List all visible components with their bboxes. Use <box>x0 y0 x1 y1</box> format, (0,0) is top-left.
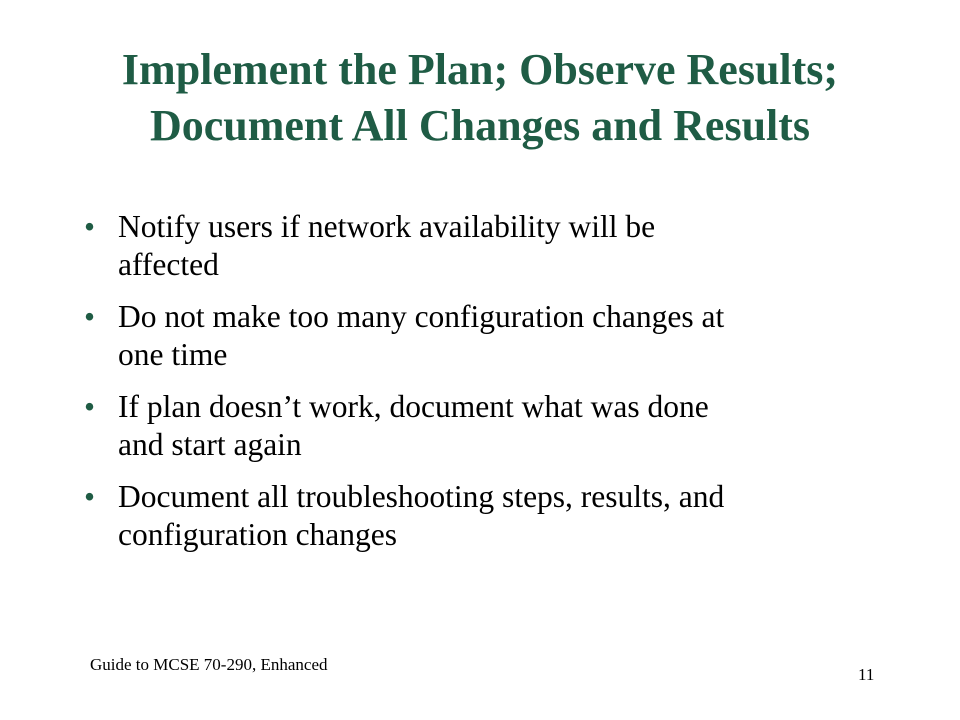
bullet-text-line: configuration changes <box>118 517 398 552</box>
bullet-text-line: Notify users if network availability will be <box>118 209 656 244</box>
bullet-marker: • <box>84 479 96 514</box>
slide-footer: Guide to MCSE 70-290, Enhanced <box>90 655 328 674</box>
slide-title-line-2: Document All Changes and Results <box>149 101 811 150</box>
bullet-item <box>84 478 864 554</box>
bullet-marker: • <box>84 389 96 424</box>
page-number: 11 <box>858 665 875 684</box>
bullet-text-line: and start again <box>118 427 302 462</box>
bullet-text-line: affected <box>118 247 219 282</box>
bullet-text-line: Document all troubleshooting steps, results, and <box>118 479 725 514</box>
bullet-item <box>84 298 864 374</box>
bullet-text-line: Do not make too many configuration changes at <box>118 299 725 334</box>
slide-title-line-1: Implement the Plan; Observe Results; <box>121 45 839 94</box>
bullet-item <box>84 208 864 284</box>
slide-title <box>60 42 900 154</box>
bullet-list <box>84 208 864 568</box>
bullet-marker: • <box>84 299 96 334</box>
bullet-item <box>84 388 864 464</box>
bullet-text-line: If plan doesn’t work, document what was done <box>118 389 709 424</box>
bullet-text-line: one time <box>118 337 228 372</box>
bullet-marker: • <box>84 209 96 244</box>
